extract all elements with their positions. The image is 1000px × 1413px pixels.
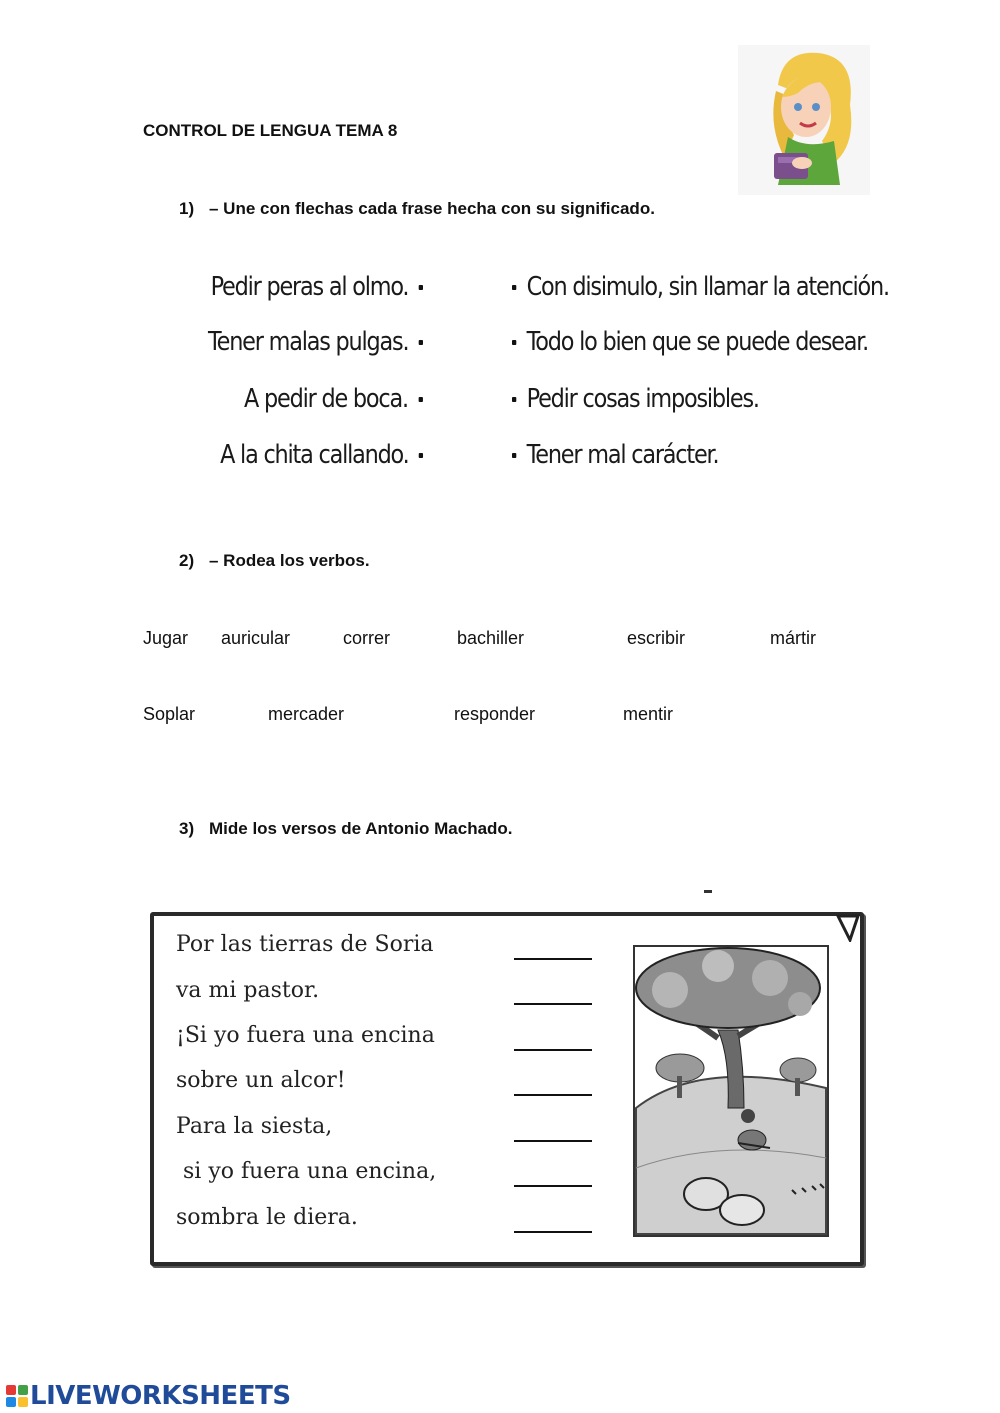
word-option[interactable]: responder [454, 704, 536, 724]
connector-dot[interactable] [419, 397, 423, 402]
poem-verse: Para la siesta, [176, 1114, 333, 1139]
tree-shepherd-illustration-icon [620, 938, 832, 1238]
word-option[interactable]: correr [343, 628, 391, 648]
word-option[interactable]: Jugar [143, 628, 189, 648]
word-option[interactable]: auricular [221, 628, 291, 648]
connector-dot[interactable] [512, 285, 516, 290]
syllable-answer-blank[interactable] [514, 1231, 592, 1233]
meaning-right: Tener mal carácter. [512, 440, 718, 470]
question-1 [179, 199, 655, 219]
word-option[interactable]: Soplar [143, 704, 196, 724]
word-option[interactable]: mártir [770, 628, 816, 648]
poem-verse: va mi pastor. [176, 978, 320, 1003]
syllable-answer-blank[interactable] [514, 1140, 592, 1142]
question-2-text: – Rodea los verbos. [209, 551, 370, 570]
question-2 [179, 551, 370, 571]
syllable-answer-blank[interactable] [514, 1049, 592, 1051]
connector-dot[interactable] [419, 285, 423, 290]
poem-verse: ¡Si yo fuera una encina [176, 1023, 435, 1048]
divider [704, 890, 712, 893]
connector-dot[interactable] [512, 340, 516, 345]
syllable-answer-blank[interactable] [514, 1003, 592, 1005]
poem-verse: sombra le diera. [176, 1205, 358, 1230]
question-3 [179, 819, 513, 839]
phrase-left: A pedir de boca. [245, 384, 423, 414]
question-1-text: – Une con flechas cada frase hecha con su significado. [209, 199, 655, 218]
question-3-number: 3) [179, 819, 195, 838]
phrase-left: Pedir peras al olmo. [211, 272, 423, 302]
connector-dot[interactable] [419, 453, 423, 458]
poem-verse: Por las tierras de Soria [176, 932, 434, 957]
question-2-number: 2) [179, 551, 195, 570]
page-curl-icon [836, 914, 860, 942]
liveworksheets-logo [6, 1381, 291, 1411]
worksheet-title: CONTROL DE LENGUA TEMA 8 [143, 121, 398, 140]
connector-dot[interactable] [419, 340, 423, 345]
logo-text: LIVEWORKSHEETS [30, 1381, 291, 1411]
teacher-illustration-icon [738, 45, 870, 195]
syllable-answer-blank[interactable] [514, 1185, 592, 1187]
word-option[interactable]: escribir [627, 628, 686, 648]
phrase-left: A la chita callando. [220, 440, 423, 470]
question-3-text: Mide los versos de Antonio Machado. [209, 819, 513, 838]
syllable-answer-blank[interactable] [514, 1094, 592, 1096]
poem-verse: si yo fuera una encina, [176, 1159, 437, 1184]
word-option[interactable]: mercader [268, 704, 345, 724]
question-1-number: 1) [179, 199, 195, 218]
syllable-answer-blank[interactable] [514, 958, 592, 960]
meaning-right: Pedir cosas imposibles. [512, 384, 759, 414]
phrase-left: Tener malas pulgas. [208, 327, 423, 357]
liveworksheets-logo-icon [6, 1385, 28, 1407]
word-option[interactable]: mentir [623, 704, 674, 724]
connector-dot[interactable] [512, 453, 516, 458]
connector-dot[interactable] [512, 397, 516, 402]
meaning-right: Todo lo bien que se puede desear. [512, 327, 868, 357]
poem-verse: sobre un alcor! [176, 1068, 346, 1093]
word-option[interactable]: bachiller [457, 628, 525, 648]
meaning-right: Con disimulo, sin llamar la atención. [512, 272, 889, 302]
